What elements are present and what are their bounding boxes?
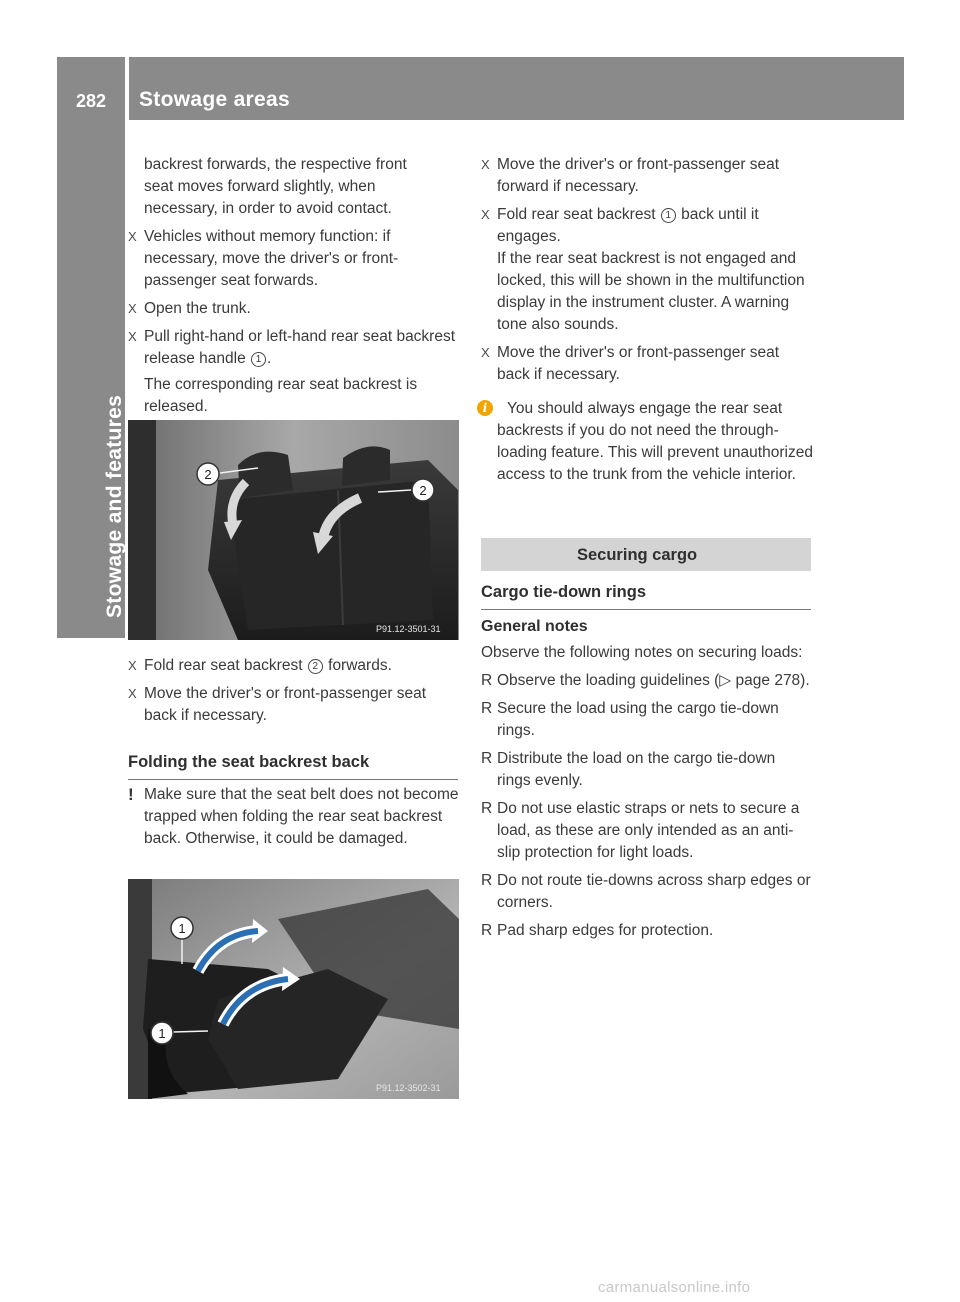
info-icon: i	[477, 400, 493, 416]
warning-icon: !	[128, 785, 134, 804]
step-text: Fold rear seat backrest	[497, 206, 660, 223]
securing-cargo-section	[481, 538, 811, 610]
page-number: 282	[75, 91, 107, 111]
bullet-text: Do not use elastic straps or nets to secure a load, as these are only intended as an anti-slip protection for light loads.	[497, 800, 800, 861]
step-text: Move the driver's or front-passenger seat back if necessary.	[497, 344, 780, 383]
bullet-icon: R	[481, 750, 493, 767]
step-move-seat-back-2	[481, 342, 813, 386]
callout-1-top: 1	[178, 921, 186, 936]
step-arrow-icon: X	[481, 345, 490, 360]
section-tab	[57, 120, 125, 638]
step-arrow-icon: X	[128, 658, 137, 673]
step-arrow-icon: X	[128, 229, 137, 244]
step-text: Vehicles without memory function: if necessary, move the driver's or front-passenger seat forwards.	[144, 228, 399, 289]
list-item	[481, 920, 813, 942]
general-notes-section	[481, 616, 813, 948]
callout-number: 2	[308, 659, 323, 674]
header-divider	[125, 57, 129, 120]
general-intro: Observe the following notes on securing loads:	[481, 644, 803, 661]
step-text: Move the driver's or front-passenger seat back if necessary.	[144, 685, 427, 724]
step-arrow-icon: X	[128, 686, 137, 701]
list-item	[481, 870, 813, 914]
rear-seat-photo-forward	[128, 420, 459, 640]
bullet-text: Pad sharp edges for protection.	[497, 922, 714, 939]
page-title: Stowage areas	[139, 88, 290, 111]
step-fold-forward	[128, 655, 460, 677]
watermark: carmanualsonline.info	[598, 1279, 751, 1296]
heading-cargo-tie-down-rings: Cargo tie-down rings	[481, 581, 811, 610]
step-result: If the rear seat backrest is not engaged and locked, this will be shown in the multifunction display in the instrument cluster. A warning tone also sounds.	[497, 250, 805, 333]
bullet-text: Do not route tie-downs across sharp edges or corners.	[497, 872, 811, 911]
step-open-trunk	[128, 298, 460, 320]
intro-line: backrest forwards, the respective front	[144, 156, 407, 173]
intro-line: seat moves forward slightly, when	[144, 178, 376, 195]
list-item	[481, 698, 813, 742]
warning-note	[128, 784, 460, 850]
list-item	[481, 798, 813, 864]
list-item	[481, 670, 813, 692]
callout-number: 1	[661, 208, 676, 223]
bullet-icon: R	[481, 922, 493, 939]
step-text: Fold rear seat backrest	[144, 657, 307, 674]
step-arrow-icon: X	[128, 301, 137, 316]
list-item	[481, 748, 813, 792]
warning-block	[128, 784, 460, 850]
info-note	[481, 398, 813, 486]
bullet-icon: R	[481, 800, 493, 817]
step-fold-backrest-back	[481, 204, 813, 336]
bullet-icon: R	[481, 872, 493, 889]
intro-line: necessary, in order to avoid contact.	[144, 200, 392, 217]
callout-1-bottom: 1	[158, 1026, 166, 1041]
heading-general-notes: General notes	[481, 618, 588, 635]
bullet-text: Observe the loading guidelines (▷ page 278).	[497, 672, 810, 689]
bullet-icon: R	[481, 700, 493, 717]
step-move-seat-forward	[481, 154, 813, 198]
left-column-top	[128, 154, 460, 424]
bullet-icon: R	[481, 672, 493, 689]
step-text: Move the driver's or front-passenger seat forward if necessary.	[497, 156, 780, 195]
step-text-end: back until it engages.	[497, 206, 759, 245]
step-pull-handle	[128, 326, 460, 418]
page-header	[57, 57, 904, 120]
section-tab-label: Stowage and features	[103, 394, 126, 618]
step-arrow-icon: X	[481, 157, 490, 172]
heading-folding-back: Folding the seat backrest back	[128, 751, 458, 780]
callout-2-left: 2	[204, 467, 212, 482]
callout-2-right: 2	[419, 483, 427, 498]
step-memory	[128, 226, 460, 292]
warning-text: Make sure that the seat belt does not become trapped when folding the rear seat backrest back. Otherwise, it could be damaged.	[144, 786, 459, 847]
step-text-end: .	[267, 350, 272, 367]
info-text: You should always engage the rear seat backrests if you do not need the through-loading feature. This will prevent unauthorized access to the trunk from the vehicle interior.	[497, 400, 813, 483]
callout-number: 1	[251, 352, 266, 367]
right-column-top	[481, 154, 813, 486]
step-move-seat-back	[128, 683, 460, 727]
step-text-end: forwards.	[323, 657, 392, 674]
photo-code: P91.12-3502-31	[376, 1083, 441, 1093]
section-bar-securing-cargo: Securing cargo	[481, 538, 811, 571]
step-result: The corresponding rear seat backrest is released.	[144, 376, 418, 415]
step-arrow-icon: X	[481, 207, 490, 222]
bullet-text: Distribute the load on the cargo tie-down rings evenly.	[497, 750, 776, 789]
photo-code: P91.12-3501-31	[376, 624, 441, 634]
bullet-text: Secure the load using the cargo tie-down rings.	[497, 700, 779, 739]
step-text: Open the trunk.	[144, 300, 251, 317]
step-text: Pull right-hand or left-hand rear seat backrest release handle	[144, 328, 456, 367]
intro-paragraph	[128, 154, 460, 220]
rear-seat-photo-back	[128, 879, 459, 1099]
step-arrow-icon: X	[128, 329, 137, 344]
folding-back-section	[128, 751, 458, 780]
left-column-mid	[128, 655, 460, 733]
